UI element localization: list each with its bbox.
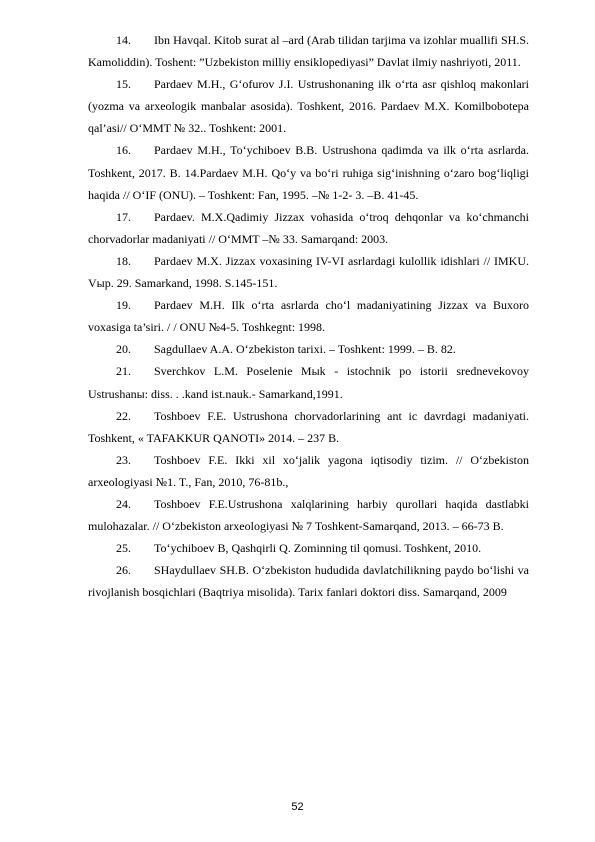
reference-text: Pardaev. M.X.Qadimiy Jizzax vohasida o‘troq dehqonlar va ko‘chmanchi chorvadorlar madaniyati // O‘MMT –№ 33. Samarqand: 2003. bbox=[88, 209, 529, 246]
reference-item bbox=[88, 360, 529, 404]
reference-number: 25. bbox=[116, 541, 131, 556]
reference-text: Pardaev M.X. Jizzax voxasining IV-VI asrlardagi kulollik idishlari // IMKU. Vыp. 29. Samarkand, 1998. S.145-151. bbox=[88, 253, 529, 291]
reference-text: Pardaev M.H. Ilk o‘rta asrlarda cho‘l madaniyatining Jizzax va Buxoro voxasiga ta’siri. / / ONU №4-5. Toshkegnt: 1998. bbox=[88, 298, 529, 335]
reference-number: 18. bbox=[116, 253, 131, 268]
reference-text: Toshboev F.E. Ikki xil xo‘jalik yagona iqtisodiy tizim. // O‘zbekiston arxeologiyasi №1. T., Fan, 2010, 76-81b., bbox=[88, 452, 529, 489]
page-number: 52 bbox=[291, 801, 304, 813]
reference-text: SHaydullaev SH.B. O‘zbekiston hududida davlatchilikning paydo bo‘lishi va rivojlanish bosqichlari (Baqtriya misolida). Tarix fanlari doktori diss. Samarqand, 2009 bbox=[88, 563, 529, 600]
reference-item bbox=[88, 405, 529, 449]
reference-number: 23. bbox=[116, 452, 131, 467]
reference-item bbox=[88, 206, 529, 250]
reference-number: 22. bbox=[116, 408, 131, 423]
reference-item bbox=[88, 29, 529, 73]
reference-text: Toshboev F.E.Ustrushona xalqlarining harbiy qurollari haqida dastlabki mulohazalar. // O‘zbekiston arxeologiyasi № 7 Toshkent-Samarqand, 2013. – 66-73 B. bbox=[88, 496, 529, 534]
reference-item bbox=[88, 559, 529, 603]
reference-text: Ibn Havqal. Kitob surat al –ard (Arab tilidan tarjima va izohlar muallifi SH.S. Kamoliddin). Toshent: ”Uzbekiston milliy ensiklopediyasi” Davlat ilmiy nashriyoti, 2011. bbox=[88, 33, 529, 70]
reference-list bbox=[88, 29, 529, 603]
reference-text: Sverchkov L.M. Poselenie Mыk - istochnik po istorii srednevekovoy Ustrushanы: diss. . .kand ist.nauk.- Samarkand,1991. bbox=[88, 364, 529, 401]
reference-text: Pardaev M.H., G‘ofurov J.I. Ustrushonaning ilk o‘rta asr qishloq makonlari (yozma va arxeologik manbalar asosida). Toshkent, 2016. Pardaev M.X. Komilbobotepa qal’asi// O‘MMT № 32.. Toshkent: 2001. bbox=[88, 77, 529, 136]
reference-number: 20. bbox=[116, 342, 131, 357]
reference-number: 16. bbox=[116, 143, 131, 158]
reference-number: 26. bbox=[116, 563, 131, 578]
reference-number: 19. bbox=[116, 298, 131, 313]
reference-text: Pardaev M.H., To‘ychiboev B.B. Ustrushona qadimda va ilk o‘rta asrlarda. Toshkent, 2017. B. 14.Pardaev M.H. Qo‘y va bo‘ri ruhiga sig‘inishning o‘zaro bog‘liqligi haqida // O‘IF (ONU). – Toshkent: Fan, 1995. –№ 1-2- 3. –B. 41-45. bbox=[88, 143, 529, 202]
reference-item bbox=[88, 294, 529, 338]
reference-item bbox=[88, 73, 529, 139]
reference-number: 17. bbox=[116, 209, 131, 224]
reference-item bbox=[88, 449, 529, 493]
reference-item bbox=[88, 537, 529, 559]
reference-text: To‘ychiboev B, Qashqirli Q. Zominning til qomusi. Toshkent, 2010. bbox=[154, 541, 482, 556]
reference-number: 15. bbox=[116, 77, 131, 92]
reference-item bbox=[88, 250, 529, 294]
reference-text: Sagdullaev A.A. O‘zbekiston tarixi. – Toshkent: 1999. – B. 82. bbox=[154, 342, 456, 357]
reference-item bbox=[88, 139, 529, 205]
reference-number: 14. bbox=[116, 33, 131, 47]
reference-item bbox=[88, 338, 529, 360]
reference-number: 21. bbox=[116, 364, 131, 379]
reference-item bbox=[88, 493, 529, 537]
reference-number: 24. bbox=[116, 496, 131, 511]
reference-text: Toshboev F.E. Ustrushona chorvadorlarining ant ic davrdagi madaniyati. Toshkent, « TAFAKKUR QANOTI» 2014. – 237 B. bbox=[88, 408, 529, 445]
